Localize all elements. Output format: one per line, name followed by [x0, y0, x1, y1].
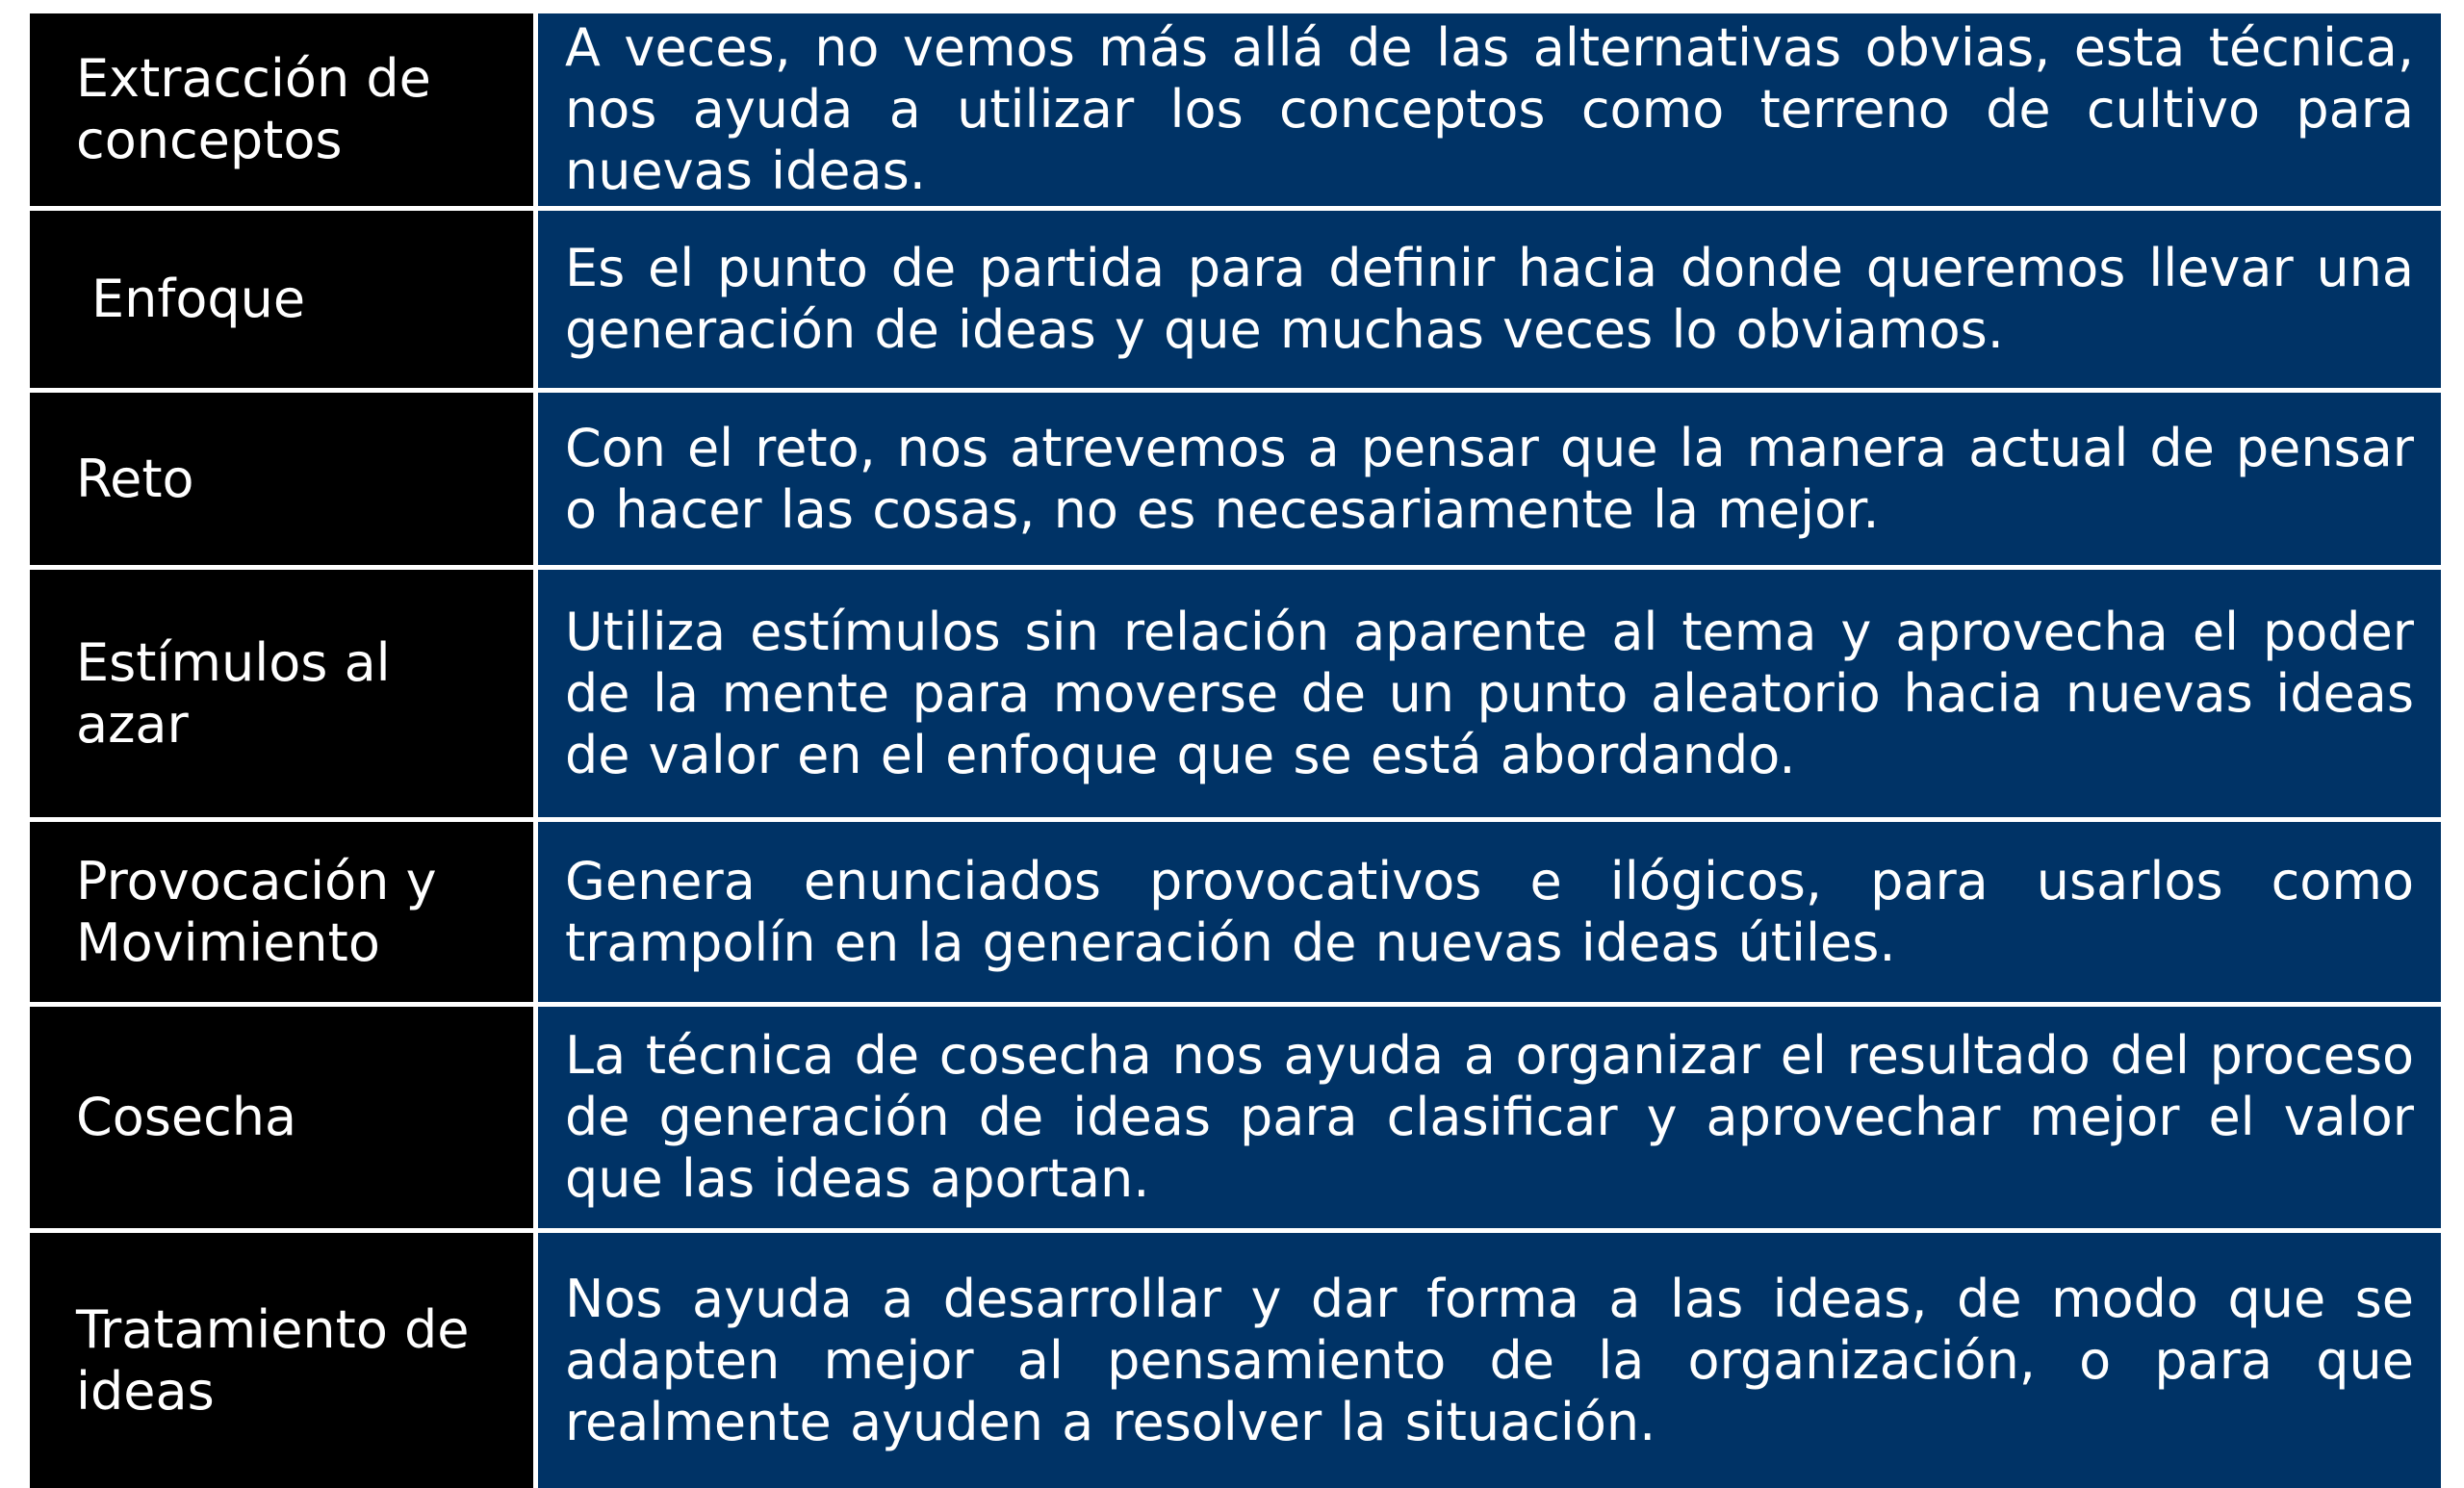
term-label: Enfoque	[91, 269, 306, 329]
term-cell	[30, 1007, 533, 1228]
term-cell	[30, 393, 533, 565]
techniques-table	[30, 13, 2436, 1471]
description-text: A veces, no vemos más allá de las alternativas obvias, esta técnica, nos ayuda a utilizar los conceptos como terreno de cultivo para nuevas ideas.	[565, 17, 2414, 201]
term-cell	[30, 211, 533, 388]
term-label: Provocación y Movimiento	[76, 850, 437, 973]
description-cell	[538, 1007, 2441, 1228]
description-cell	[538, 822, 2441, 1002]
description-cell	[538, 13, 2441, 206]
description-text: La técnica de cosecha nos ayuda a organizar el resultado del proceso de generación de ideas para clasificar y aprovechar mejor el valor que las ideas aportan.	[565, 1025, 2414, 1209]
term-label: Extracción de conceptos	[76, 48, 431, 170]
term-label: Cosecha	[76, 1087, 297, 1147]
term-label: Estímulos al azar	[76, 631, 391, 755]
term-cell	[30, 13, 533, 206]
term-cell	[30, 1233, 533, 1488]
description-text: Nos ayuda a desarrollar y dar forma a las ideas, de modo que se adapten mejor al pensamiento de la organización, o para que realmente ayuden a resolver la situación.	[565, 1268, 2414, 1452]
description-text: Genera enunciados provocativos e ilógicos, para usarlos como trampolín en la generación de nuevas ideas útiles.	[565, 850, 2414, 973]
description-cell	[538, 211, 2441, 388]
description-text: Es el punto de partida para definir hacia donde queremos llevar una generación de ideas y que muchas veces lo obviamos.	[565, 238, 2414, 360]
description-cell	[538, 393, 2441, 565]
description-text: Utiliza estímulos sin relación aparente al tema y aprovecha el poder de la mente para moverse de un punto aleatorio hacia nuevas ideas de valor en el enfoque que se está abordando.	[565, 601, 2414, 785]
term-label: Reto	[76, 448, 194, 509]
description-cell	[538, 1233, 2441, 1488]
term-cell	[30, 822, 533, 1002]
description-cell	[538, 570, 2441, 817]
description-text: Con el reto, nos atrevemos a pensar que la manera actual de pensar o hacer las cosas, no es necesariamente la mejor.	[565, 417, 2414, 540]
term-cell	[30, 570, 533, 817]
term-label: Tratamiento de ideas	[76, 1298, 470, 1422]
